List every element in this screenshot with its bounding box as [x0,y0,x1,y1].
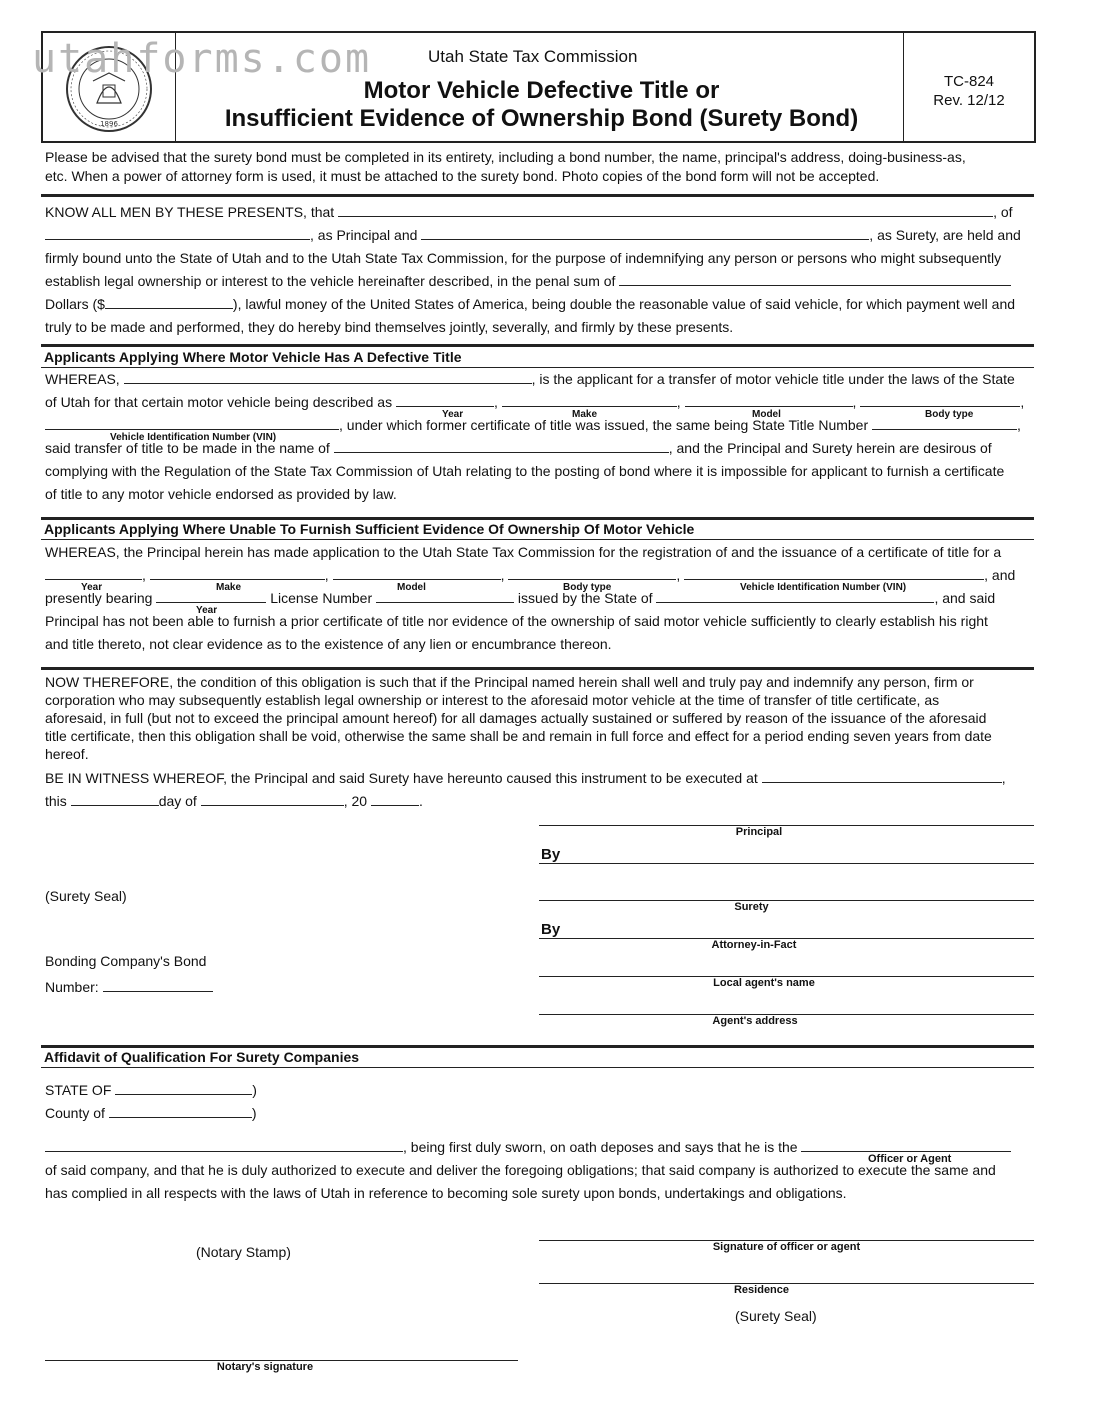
intro-text: establish legal ownership or interest to the vehicle hereinafter described, in the penal sum of [45,273,616,289]
intro-text: , as Surety, are held and [869,227,1021,243]
witness-text [45,767,1006,813]
divider [41,1045,1034,1048]
witness-line: this [45,793,67,809]
label-make: Make [572,409,598,420]
condition-text [45,673,992,763]
state-field[interactable] [115,1080,252,1095]
condition-line: corporation who may subsequently establish legal ownership or interest to the aforesaid motor vehicle at the time of transfer of title certificate, as [45,692,940,708]
surety-seal-label: (Surety Seal) [735,1308,817,1324]
affidavit-line: , being first duly sworn, on oath deposes and says that he is the [403,1139,798,1155]
notice-line-2: etc. When a power of attorney form is used, it must be attached to the surety bond. Photo copies of the bond form will not be accepted. [45,168,880,184]
section1-line: , and the Principal and Surety herein are desirous of [668,440,992,456]
attorney-caption: Attorney-in-Fact [711,939,797,951]
affidavit-venue [45,1079,257,1125]
principal-name-field[interactable] [338,202,993,217]
section1-line: of Utah for that certain motor vehicle being described as [45,394,393,410]
watermark: utahforms.com [32,36,372,82]
surety-name-field[interactable] [421,225,869,240]
intro-text: ), lawful money of the United States of America, being double the reasonable value of said vehicle, for which payment well and [232,296,1016,312]
vin-field[interactable] [45,415,339,430]
witness-line: . [418,793,423,809]
local-agent-caption: Local agent's name [713,977,815,989]
surety-seal-label: (Surety Seal) [45,888,127,904]
vin-field-2[interactable] [684,565,984,580]
bond-number-field[interactable] [103,977,213,992]
seal-year: 1896 [100,120,118,128]
label-make: Make [216,582,242,593]
label-vin: Vehicle Identification Number (VIN) [740,582,907,593]
vehicle-make-field-2[interactable] [150,565,325,580]
vehicle-year-field[interactable] [396,392,494,407]
vehicle-model-field[interactable] [685,392,853,407]
affidavit-text [45,1136,1011,1205]
witness-line: , [1001,770,1006,786]
officer-signature-caption: Signature of officer or agent [712,1241,861,1253]
officer-or-agent-field[interactable] [801,1137,1011,1152]
divider [41,194,1034,197]
bond-intro [45,201,1021,339]
intro-text: truly to be made and performed, they do hereby bind themselves jointly, severally, and firmly by these presents. [45,319,734,335]
divider [41,1067,1034,1068]
paren: ) [251,1105,257,1121]
section2-line: and title thereto, not clear evidence as to the existence of any lien or encumbrance thereon. [45,636,612,652]
agent-address-caption: Agent's address [712,1015,798,1027]
notice-line-1: Please be advised that the surety bond must be completed in its entirety, including a bond number, the name, principal's address, doing-business-as, [45,149,966,165]
execution-place-field[interactable] [762,768,1002,783]
label-body-type: Body type [925,409,974,420]
section1-line: complying with the Regulation of the State Tax Commission of Utah relating to the posting of bond where it is impossible for applicant to furnish a certificate [45,463,1005,479]
bond-number-row [45,977,213,995]
notice [45,148,966,186]
agency-name: Utah State Tax Commission [428,47,638,66]
principal-address-field[interactable] [45,225,310,240]
label-model: Model [397,582,426,593]
label-year: Year [442,409,464,420]
section2-line: issued by the State of [517,590,653,606]
form-revision: Rev. 12/12 [933,92,1005,109]
section2-line: License Number [270,590,373,606]
year-field[interactable] [371,791,419,806]
month-field[interactable] [201,791,344,806]
label-year: Year [196,605,218,616]
intro-text: , of [993,204,1013,220]
principal-by-line[interactable] [539,863,1034,864]
vehicle-model-field-2[interactable] [333,565,501,580]
vehicle-make-field[interactable] [502,392,677,407]
applicant-name-field[interactable] [124,369,532,384]
affidavit-line: has complied in all respects with the laws of Utah in reference to becoming sole surety upon bonds, undertakings and obligations. [45,1185,847,1201]
section2-line: Principal has not been able to furnish a prior certificate of title nor evidence of the ownership of said motor vehicle sufficiently to clearly establish his right [45,613,988,629]
vehicle-year-field-2[interactable] [45,565,142,580]
section2-line: , and said [934,590,996,606]
condition-line: hereof. [45,746,89,762]
divider [41,667,1034,670]
section1-line: , under which former certificate of title was issued, the same being State Title Number [339,417,869,433]
section2-heading: Applicants Applying Where Unable To Furnish Sufficient Evidence Of Ownership Of Motor Vehicle [44,521,695,537]
surety-caption: Surety [734,901,769,913]
county-label: County of [45,1105,105,1121]
day-field[interactable] [71,791,159,806]
section2-line: , and [984,567,1016,583]
title-line-1: Motor Vehicle Defective Title or [363,77,720,104]
section2-text: WHEREAS, the Principal herein has made application to the Utah State Tax Commission for the registration of and the issuance of a certificate of title for a , , , , , and presently bearing License Number issued by the State of , and said Principal has not been able to furnish a prior certificate of title nor evidence of the ownership of said motor vehicle sufficiently to clearly establish his right and title thereto, not clear evidence as to the existence of any lien or encumbrance thereon. [45,541,1015,656]
form-code: TC-824 [943,73,995,90]
section2-line: presently bearing [45,590,153,606]
section1-line: , is the applicant for a transfer of motor vehicle title under the laws of the State [531,371,1015,387]
section1-text: WHEREAS, , is the applicant for a transfer of motor vehicle title under the laws of the State of Utah for that certain motor vehicle being described as , , , , , under which former certificate of title was issued, the same being State Title Number , said transfer of title to be made in the name of , and the Principal and Surety herein are desirous of complying with the Regulation of the State Tax Commission of Utah relating to the posting of bond where it is impossible for applicant to furnish a certificate of title to any motor vehicle endorsed as provided by law. [45,368,1024,506]
label-vin: Vehicle Identification Number (VIN) [110,432,277,443]
vehicle-body-type-field[interactable] [860,392,1020,407]
form-code-panel [903,33,1034,141]
section1-line: WHEREAS, [45,371,120,387]
by-label: By [541,846,561,863]
section1-line: of title to any motor vehicle endorsed as provided by law. [45,486,397,502]
residence-caption: Residence [733,1284,790,1296]
condition-line: NOW THEREFORE, the condition of this obligation is such that if the Principal named herein shall well and truly pay and indemnify any person, firm or [45,674,974,690]
section2-line: WHEREAS, the Principal herein has made application to the Utah State Tax Commission for the registration of and the issuance of a certificate of title for a [45,544,1002,560]
affiant-name-field[interactable] [45,1137,403,1152]
paren: ) [252,1082,257,1098]
license-year-field[interactable] [156,588,266,603]
penal-sum-words-field[interactable] [619,271,1011,286]
bond-number-text: Number: [45,979,99,995]
label-year: Year [81,582,103,593]
vehicle-body-type-field-2[interactable] [508,565,676,580]
label-model: Model [752,409,781,420]
form-title [175,77,908,133]
witness-line: BE IN WITNESS WHEREOF, the Principal and said Surety have hereunto caused this instrument to be executed at [45,770,758,786]
intro-text: KNOW ALL MEN BY THESE PRESENTS, that [45,204,335,220]
section1-heading: Applicants Applying Where Motor Vehicle Has A Defective Title [44,349,462,365]
title-line-2: Insufficient Evidence of Ownership Bond (Surety Bond) [224,105,859,132]
divider [41,539,1034,540]
affidavit-line: of said company, and that he is duly authorized to execute and deliver the foregoing obligations; that said company is authorized to execute the same and [45,1162,996,1178]
intro-text: firmly bound unto the State of Utah and to the Utah State Tax Commission, for the purpose of indemnifying any person or persons who might subsequently [45,250,1002,266]
intro-text: , as Principal and [310,227,418,243]
transfer-name-field[interactable] [334,438,669,453]
condition-line: aforesaid, in full (but not to exceed the principal amount hereof) for all damages actually sustained or suffered by reason of the issuance of the aforesaid [45,710,987,726]
by-label: By [541,921,561,938]
witness-line: day of [158,793,197,809]
affidavit-heading: Affidavit of Qualification For Surety Companies [44,1049,360,1065]
section1-line: said transfer of title to be made in the name of [45,440,330,456]
notary-stamp-label: (Notary Stamp) [196,1244,291,1260]
witness-line: , 20 [343,793,368,809]
divider [41,344,1034,347]
label-officer-or-agent: Officer or Agent [868,1153,952,1165]
penal-sum-amount-field[interactable] [105,294,233,309]
intro-text: Dollars ($ [45,296,105,312]
state-label: STATE OF [45,1082,112,1098]
notary-signature-caption: Notary's signature [216,1361,314,1373]
county-field[interactable] [109,1103,252,1118]
principal-caption: Principal [735,826,783,838]
divider [41,517,1034,520]
label-body-type: Body type [563,582,612,593]
bond-number-label: Bonding Company's Bond [45,953,207,969]
condition-line: title certificate, then this obligation shall be void, otherwise the same shall be and remain in full force and effect for a period ending seven years from date [45,728,992,744]
